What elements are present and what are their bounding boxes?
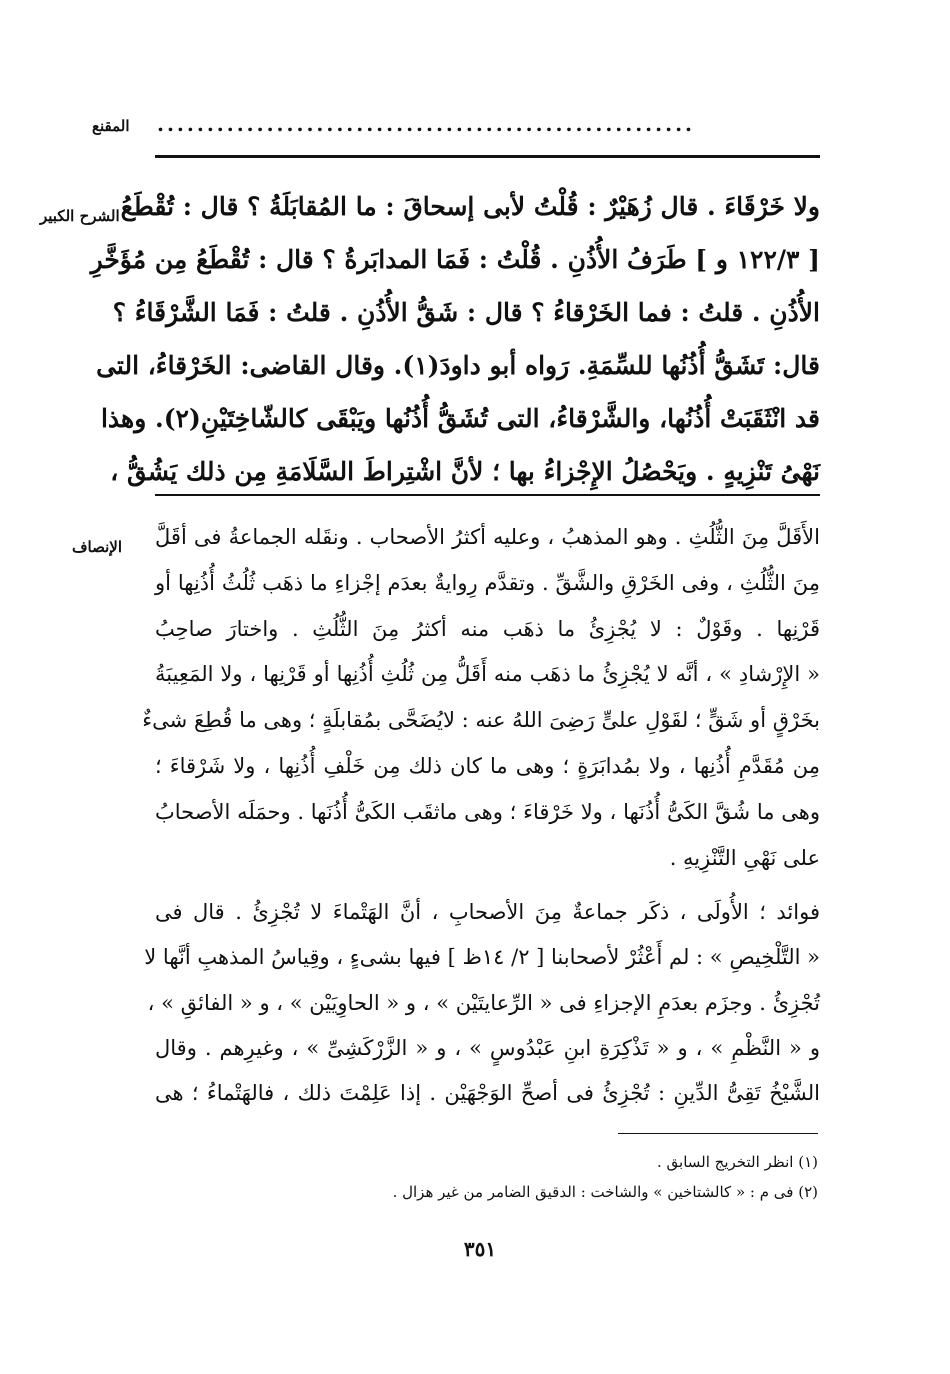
section-divider-rule	[155, 494, 820, 496]
text-line: ولا خَرْقَاءَ . قال زُهَيْرٌ : قُلْتُ لأبى إسحاقَ : ما المُقابَلَةُ ؟ قال : تُقْطَعُ	[120, 192, 820, 221]
header-rule	[155, 155, 820, 158]
section-label-insaf: الإنصاف	[72, 538, 123, 556]
text-line: الأُذُنِ . قلتُ : فما الخَرْقاءُ ؟ قال : شَقُّ الأُذُنِ . قلتُ : فَمَا الشَّرْقَاءُ ؟	[112, 298, 820, 327]
text-line: [ ١٢٢/٣ و ] طَرَفُ الأُذُنِ . قُلْتُ : فَمَا المدابَرةُ ؟ قال : تُقْطَعُ مِن مُؤَخَّرِ	[90, 245, 820, 274]
text-line: فوائد ؛ الأُولَى ، ذكَر جماعةٌ مِنَ الأصحابِ ، أنَّ الهَتْماءَ لا تُجْزِئُ . قال فى	[155, 900, 820, 924]
page-number: ٣٥١	[463, 1237, 497, 1261]
insaf-text-block	[142, 515, 820, 881]
text-line: « الإِرْشادِ » ، أنَّه لا يُجْزِئُ ما ذهَب منه أَقَلُّ مِن ثُلُثِ أُذُنِها أو قَرْنِها ، ولا المَعِيبَةُ	[155, 662, 820, 687]
text-line: تُجْزِئُ . وجزَم بعدَمِ الإجزاءِ فى « الرِّعايتَيْن » ، و « الحاوِيَيْن » ، و « الفائقِ » ،	[147, 990, 820, 1015]
text-line: « التَّلْخِيصِ » : لم أَعْثُرْ لأصحابنا [ ٢/ ١٤ظ ] فيها بشىءٍ ، وقِياسُ المذهبِ أنَّها لا	[144, 945, 820, 970]
footnotes	[300, 1147, 818, 1207]
text-line: على نَهْىِ التَّنْزِيهِ .	[669, 845, 820, 870]
header-dotted-leader: ......................................................	[157, 112, 695, 136]
text-line: الشَّيْخُ تَقِىُّ الدِّينِ : تُجْزِئُ فى أصحِّ الوَجْهَيْن . إذا عَلِمْتَ ذلك ، فالهَتْماءُ ؛ هى	[155, 1081, 820, 1106]
section-label-sharh: الشرح الكبير	[40, 207, 120, 225]
running-header-title: المقنع	[92, 117, 130, 135]
footnote-1: (١) انظر التخريج السابق .	[657, 1153, 818, 1171]
footnote-rule	[618, 1133, 818, 1134]
text-line: قال: تَشَقُّ أُذُنُها للسِّمَةِ. رَواه أبو داودَ(١). وقال القاضى: الخَرْقاءُ، التى	[96, 351, 820, 380]
text-line: مِن مُقَدَّمِ أُذُنِها ، ولا بمُدابَرَةٍ ؛ وهى ما كان ذلك مِن خَلْفِ أُذُنِها ، ولا شَرْقاءَ ؛	[155, 753, 820, 778]
text-line: وهى ما شُقَّ الكَىُّ أُذُنَها ، ولا خَرْقاءَ ؛ وهى ماثقَب الكَىُّ أُذُنَها . وحمَلَه الأصحابُ	[155, 799, 820, 824]
text-line: قَرْنِها . وقَوْلٌ : لا يُجْزِئُ ما ذهَب منه أكثرُ مِنَ الثُّلُثِ . واختارَ صاحِبُ	[155, 616, 820, 641]
text-line: قد انْثَقَبَتْ أُذُنُها، والشَّرْقاءُ، التى تُشَقُّ أُذُنُها ويَبْقَى كالشّاخِتَيْنِ(٢). وهذا	[100, 404, 820, 433]
text-line: بخَرْقٍ أو شَقٍّ ؛ لقَوْلِ علىٍّ رَضِىَ اللهُ عنه : لايُضَحَّى بمُقابلَةٍ ؛ وهى ما قُطِعَ شىءٌ	[142, 708, 820, 733]
footnote-2: (٢) فى م : « كالشتاخين » والشاخت : الدقيق الضامر من غير هزال .	[392, 1183, 818, 1201]
text-line: و « النَّظْمِ » ، و « تَذْكِرَةِ ابنِ عَبْدُوسٍ » ، و « الزَّرْكَشِىِّ » ، وغيرِهم . وقال	[155, 1035, 820, 1060]
fawaid-text-block	[144, 890, 820, 1116]
text-line: الأَقَلَّ مِنَ الثُّلُثِ . وهو المذهبُ ، وعليه أكثرُ الأصحاب . ونقَله الجماعةُ فى أقَلَّ	[155, 525, 820, 549]
text-line: نَهْىُ تَنْزِيهٍ . ويَحْصُلُ الإِجْزاءُ بها ؛ لأنَّ اشْتِراطَ السَّلَامَةِ مِن ذلك يَشُقُّ ،	[110, 457, 820, 486]
text-line: مِنَ الثُّلُثِ ، وفى الخَرْقِ والشَّقِّ . وتقدَّم رِوايةٌ بعدَم إجْزاءِ ما ذهَب ثُلُثُ أُذُنِها أو	[155, 570, 820, 595]
sharh-text-block	[90, 180, 820, 498]
